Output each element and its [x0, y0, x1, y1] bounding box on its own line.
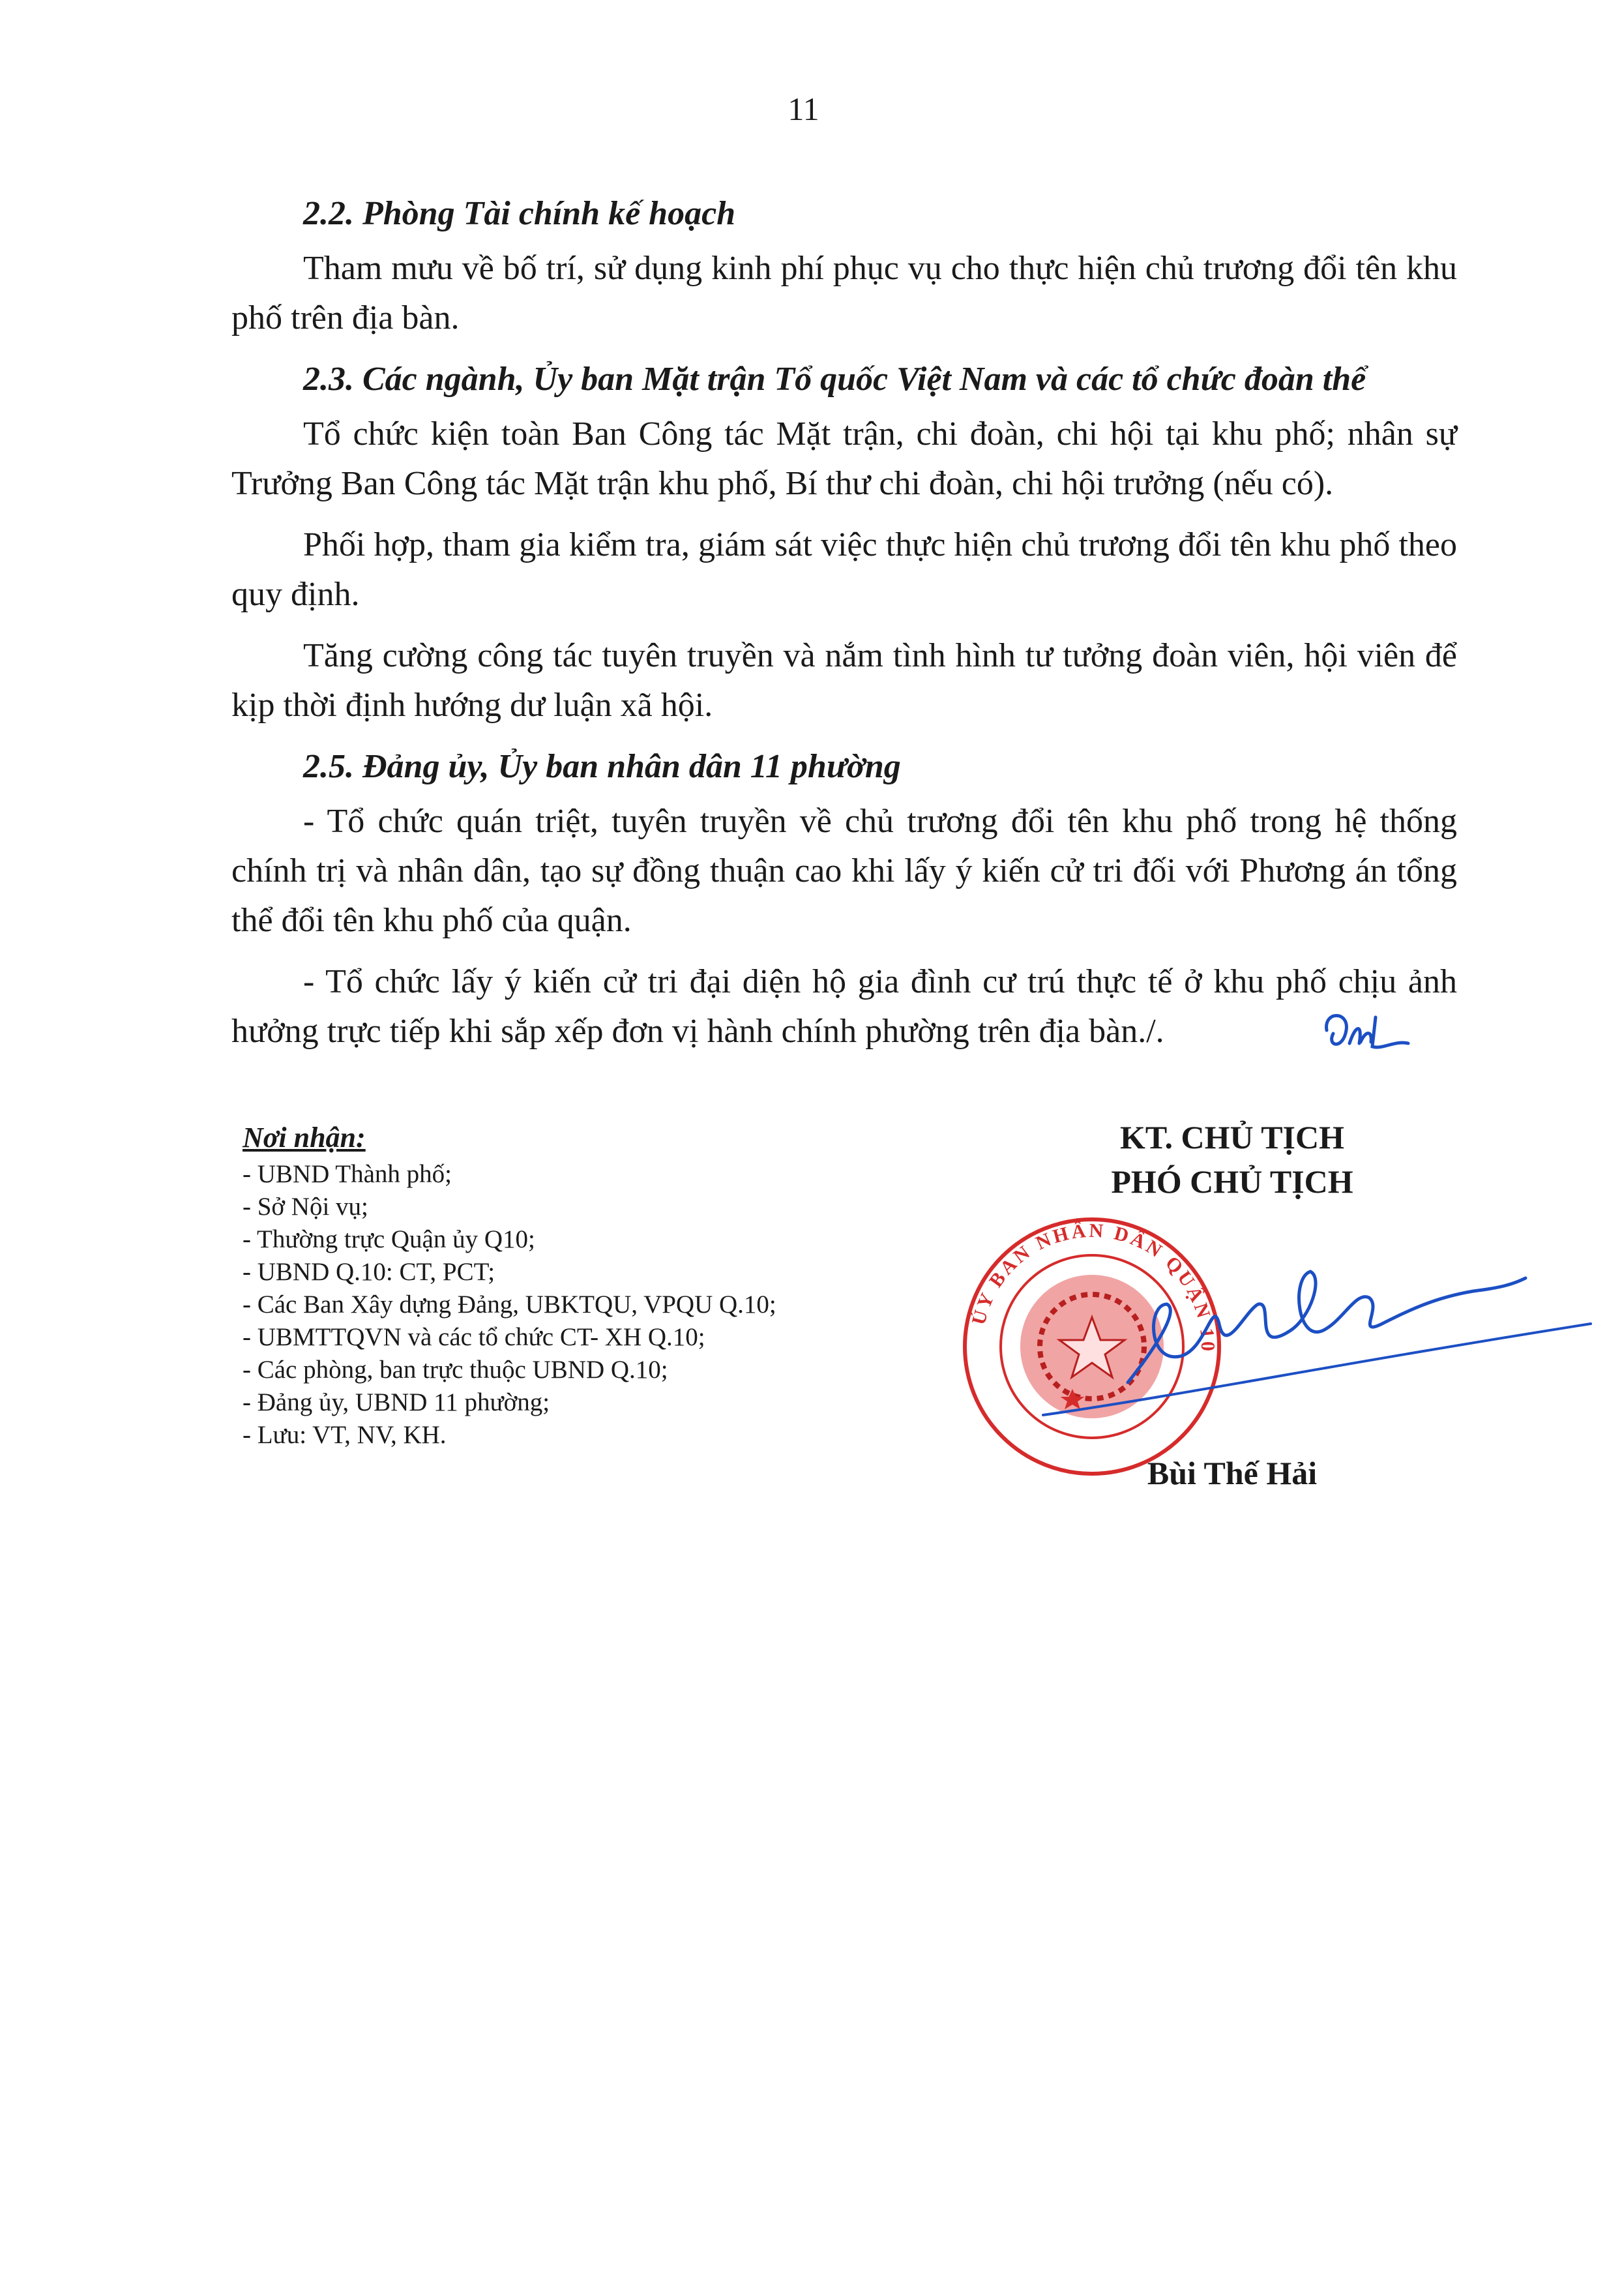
document-body — [231, 189, 1457, 1059]
recipients-block — [243, 1122, 894, 1452]
section-paragraph: - Tổ chức quán triệt, tuyên truyền về chủ trương đổi tên khu phố trong hệ thống chính trị và nhân dân, tạo sự đồng thuận cao khi lấy ý kiến cử tri đối với Phương án tổng thể đổi tên khu phố của quận. — [231, 803, 1457, 939]
section-paragraph: Phối hợp, tham gia kiểm tra, giám sát việc thực hiện chủ trương đổi tên khu phố theo quy định. — [231, 526, 1457, 613]
signer-name: Bùi Thế Hải — [1147, 1455, 1318, 1491]
recipient-item: - Thường trực Quận ủy Q10; — [243, 1225, 535, 1253]
svg-text:ỦY BAN NHÂN DÂN QUẬN 10: ỦY BAN NHÂN DÂN QUẬN 10 — [967, 1219, 1219, 1354]
section-heading-2-2: 2.2. Phòng Tài chính kế hoạch — [303, 195, 736, 232]
recipient-item: - UBND Thành phố; — [243, 1160, 452, 1188]
recipient-item: - Sở Nội vụ; — [243, 1193, 368, 1221]
signer-title-line1: KT. CHỦ TỊCH — [1119, 1119, 1345, 1155]
initials-mark — [1320, 1004, 1411, 1063]
recipient-item: - Đảng ủy, UBND 11 phường; — [243, 1388, 550, 1416]
recipient-item: - UBMTTQVN và các tổ chức CT- XH Q.10; — [243, 1323, 705, 1351]
section-heading-2-3: 2.3. Các ngành, Ủy ban Mặt trận Tổ quốc Việt Nam và các tổ chức đoàn thể — [303, 361, 1366, 398]
signer-title-line2: PHÓ CHỦ TỊCH — [1111, 1163, 1353, 1200]
section-heading-2-5: 2.5. Đảng ủy, Ủy ban nhân dân 11 phường — [303, 748, 901, 785]
section-paragraph: Tham mưu về bố trí, sử dụng kinh phí phục vụ cho thực hiện chủ trương đổi tên khu phố trên địa bàn. — [231, 250, 1457, 336]
section-paragraph: Tổ chức kiện toàn Ban Công tác Mặt trận, chi đoàn, chi hội tại khu phố; nhân sự Trưởng Ban Công tác Mặt trận khu phố, Bí thư chi đoàn, chi hội trưởng (nếu có). — [231, 415, 1457, 502]
recipient-item: - Các phòng, ban trực thuộc UBND Q.10; — [243, 1356, 668, 1384]
recipient-item: - UBND Q.10: CT, PCT; — [243, 1258, 495, 1286]
recipient-item: - Các Ban Xây dựng Đảng, UBKTQU, VPQU Q.10; — [243, 1290, 776, 1319]
signer-block — [1004, 1115, 1460, 1204]
section-paragraph: - Tổ chức lấy ý kiến cử tri đại diện hộ gia đình cư trú thực tế ở khu phố chịu ảnh hưởng trực tiếp khi sắp xếp đơn vị hành chính phường trên địa bàn./. — [231, 963, 1457, 1050]
recipient-item: - Lưu: VT, NV, KH. — [243, 1421, 447, 1449]
section-paragraph: Tăng cường công tác tuyên truyền và nắm tình hình tư tưởng đoàn viên, hội viên để kịp thời định hướng dư luận xã hội. — [231, 637, 1457, 724]
page-number: 11 — [788, 91, 819, 127]
handwritten-signature — [1017, 1232, 1604, 1428]
recipients-title: Nơi nhận: — [243, 1122, 366, 1154]
